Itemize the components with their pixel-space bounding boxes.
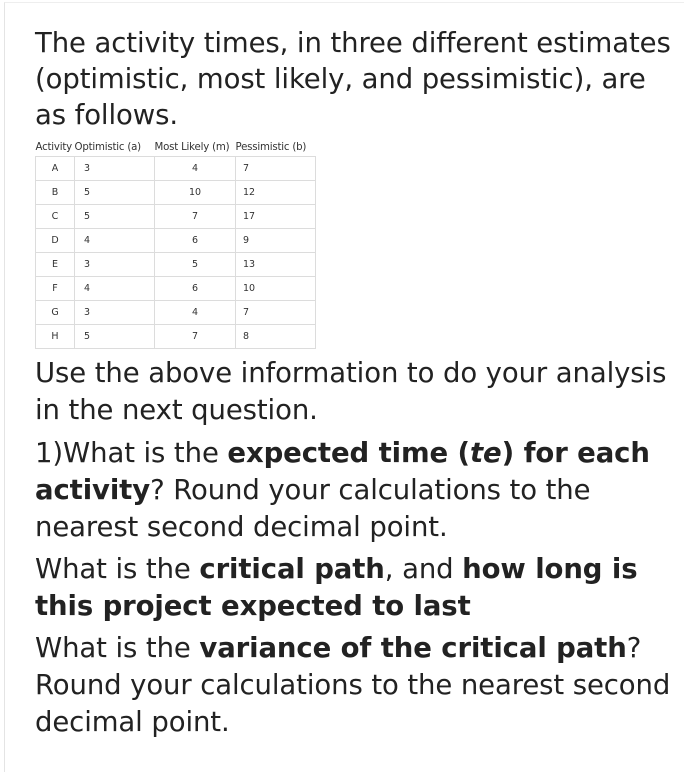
q1-prefix: 1)What is the — [35, 437, 228, 469]
most-likely-cell: 10 — [155, 181, 236, 205]
activity-cell: E — [36, 253, 75, 277]
q2-bold-1: critical path — [199, 553, 385, 585]
header-activity: Activity — [35, 141, 72, 153]
activity-cell: A — [36, 157, 75, 181]
most-likely-cell: 4 — [155, 157, 236, 181]
activity-cell: B — [36, 181, 75, 205]
activity-cell: D — [36, 229, 75, 253]
most-likely-cell: 6 — [155, 277, 236, 301]
activity-cell: G — [36, 301, 75, 325]
table-row — [36, 205, 316, 229]
pessimistic-cell: 9 — [236, 229, 316, 253]
table-row — [36, 181, 316, 205]
pessimistic-cell: 13 — [236, 253, 316, 277]
most-likely-cell: 4 — [155, 301, 236, 325]
table-row — [36, 325, 316, 349]
q2-bold-2: how long is this project expected to last — [35, 553, 638, 622]
pessimistic-cell: 8 — [236, 325, 316, 349]
question-2 — [35, 551, 675, 625]
activity-cell: C — [36, 205, 75, 229]
question-page — [4, 2, 684, 772]
activity-times-table — [35, 138, 316, 349]
header-optimistic: Optimistic (a) — [74, 141, 141, 153]
q2-mid: , and — [384, 553, 463, 585]
most-likely-cell: 7 — [155, 325, 236, 349]
question-1 — [35, 435, 675, 546]
intro-text: The activity times, in three different estimates (optimistic, most likely, and pessimistic), are as follows. — [35, 27, 671, 131]
question-3 — [35, 630, 675, 741]
q1-te-symbol: te — [470, 437, 502, 469]
q1-bold-1: expected time ( — [227, 437, 471, 469]
table-row — [36, 301, 316, 325]
optimistic-cell: 4 — [75, 229, 155, 253]
activity-cell: H — [36, 325, 75, 349]
table-header-row — [36, 138, 316, 157]
q3-prefix: What is the — [35, 632, 200, 664]
q1-bold-2: ) for each activity — [35, 437, 650, 506]
most-likely-cell: 6 — [155, 229, 236, 253]
table-row — [36, 253, 316, 277]
q1-suffix: ? Round your calculations to the nearest second decimal point. — [35, 474, 591, 543]
most-likely-cell: 7 — [155, 205, 236, 229]
optimistic-cell: 3 — [75, 301, 155, 325]
optimistic-cell: 3 — [75, 253, 155, 277]
pessimistic-cell: 7 — [236, 301, 316, 325]
optimistic-cell: 5 — [75, 325, 155, 349]
pessimistic-cell: 10 — [236, 277, 316, 301]
header-most-likely: Most Likely (m) — [154, 141, 230, 153]
table-row — [36, 277, 316, 301]
pessimistic-cell: 12 — [236, 181, 316, 205]
activity-cell: F — [36, 277, 75, 301]
optimistic-cell: 4 — [75, 277, 155, 301]
pessimistic-cell: 17 — [236, 205, 316, 229]
pessimistic-cell: 7 — [236, 157, 316, 181]
table-row — [36, 157, 316, 181]
instruction-text: Use the above information to do your analysis in the next question. — [35, 357, 667, 426]
table-row — [36, 229, 316, 253]
most-likely-cell: 5 — [155, 253, 236, 277]
q3-bold-1: variance of the critical path — [199, 632, 627, 664]
q2-prefix: What is the — [35, 553, 200, 585]
optimistic-cell: 5 — [75, 205, 155, 229]
header-pessimistic: Pessimistic (b) — [235, 141, 307, 153]
optimistic-cell: 3 — [75, 157, 155, 181]
optimistic-cell: 5 — [75, 181, 155, 205]
q3-suffix: ? Round your calculations to the nearest second decimal point. — [35, 632, 671, 738]
